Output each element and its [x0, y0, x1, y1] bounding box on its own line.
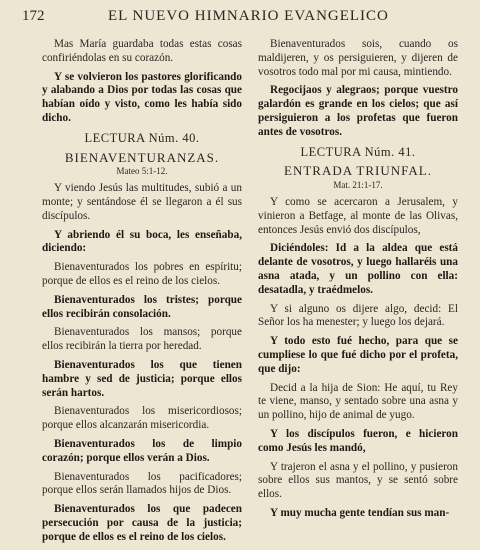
scripture-reference: Mateo 5:1-12.	[116, 166, 168, 177]
paragraph: Bienaventurados los que tienen hambre y sed de justicia; porque ellos serán hartos.	[42, 358, 242, 399]
paragraph: Bienaventurados sois, cuando os maldijeren, y os persiguieren, y dijeren de vosotros todo mal por mi causa, mintiendo.	[258, 38, 458, 78]
paragraph: Bienaventurados los misericordiosos; porque ellos alcanzarán misericordia.	[42, 405, 242, 432]
page-header	[0, 8, 480, 30]
paragraph: Bienaventurados los pacificadores; porque ellos serán llamados hijos de Dios.	[42, 470, 242, 497]
scripture-reference: Mat. 21:1-17.	[333, 180, 383, 191]
paragraph: Y todo esto fué hecho, para que se cumpliese lo que fué dicho por el profeta, que dijo:	[258, 335, 458, 375]
paragraph: Decid a la hija de Sion: He aquí, tu Rey te viene, manso, y sentado sobre una asna y un pollino, hijo de animal de yugo.	[258, 381, 458, 422]
right-column	[258, 38, 458, 526]
paragraph: Bienaventurados los que padecen persecución por causa de la justicia; porque de ellos es el reino de los cielos.	[42, 503, 242, 543]
paragraph: Bienaventurados los tristes; porque ellos recibirán consolación.	[42, 293, 242, 320]
paragraph: Y trajeron el asna y el pollino, y pusieron sobre ellos sus mantos, y se sentó sobre ellos.	[258, 460, 458, 501]
left-column	[42, 38, 242, 550]
reading-number: LECTURA Núm. 40.	[84, 130, 200, 145]
paragraph: Diciéndoles: Id a la aldea que está delante de vosotros, y luego hallaréis una asna atada, y un pollino con ella: desatadla, y traédmelos.	[258, 242, 458, 296]
paragraph: Regocijaos y alegraos; porque vuestro galardón es grande en los cielos; que así persiguieron a los profetas que fueron antes de vosotros.	[258, 84, 458, 138]
paragraph: Y muy mucha gente tendían sus man-	[270, 506, 450, 519]
paragraph: Bienaventurados los mansos; porque ellos recibirán la tierra por heredad.	[42, 326, 242, 353]
paragraph: Y si alguno os dijere algo, decid: El Señor los ha menester; y luego los dejará.	[258, 302, 458, 329]
reading-title: ENTRADA TRIUNFAL.	[284, 163, 432, 179]
paragraph: Y viendo Jesús las multitudes, subió a un monte; y sentándose él se llegaron a él sus discípulos.	[42, 182, 242, 222]
paragraph: Mas María guardaba todas estas cosas confiriéndolas en su corazón.	[42, 38, 242, 64]
running-title: EL NUEVO HIMNARIO EVANGELICO	[108, 8, 389, 24]
reading-title: BIENAVENTURANZAS.	[64, 149, 220, 165]
paragraph: Y abriendo él su boca, les enseñaba, diciendo:	[42, 228, 242, 255]
paragraph: Y como se acercaron a Jerusalem, y vinieron a Betfage, al monte de las Olivas, entonces Jesús envió dos discípulos,	[258, 195, 458, 236]
paragraph: Bienaventurados los de limpio corazón; porque ellos verán a Dios.	[42, 437, 242, 464]
paragraph: Y los discípulos fueron, e hicieron como Jesús les mandó,	[258, 427, 458, 454]
paragraph: Y se volvieron los pastores glorificando y alabando a Dios por todas las cosas que habían oído y visto, como les había sido dicho.	[42, 70, 242, 124]
page-number: 172	[22, 8, 45, 24]
paragraph: Bienaventurados los pobres en espíritu; porque de ellos es el reino de los cielos.	[42, 261, 242, 287]
reading-number: LECTURA Núm. 41.	[300, 144, 416, 159]
